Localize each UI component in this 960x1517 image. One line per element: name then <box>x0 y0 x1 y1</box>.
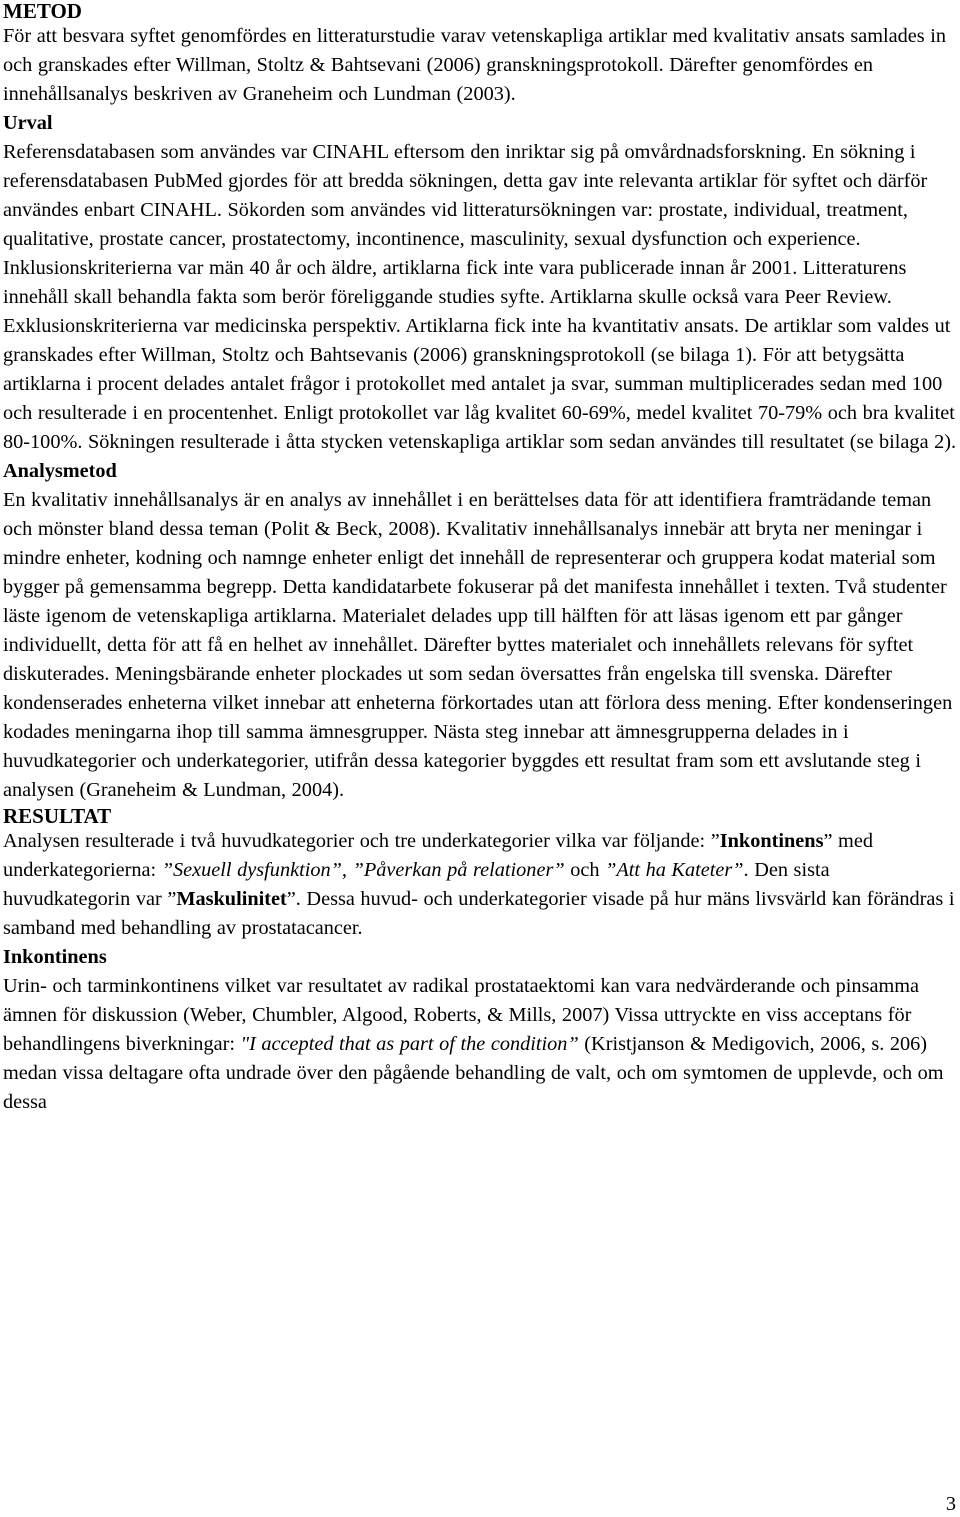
section-heading-resultat: RESULTAT <box>3 804 112 828</box>
section-heading-metod: METOD <box>3 0 82 23</box>
subheading-urval: Urval <box>3 112 53 134</box>
resultat-paragraph <box>3 827 958 943</box>
inkontinens-text-end: (Kristjanson & Medigovich, 2006, s. 206) medan vissa deltagare ofta undrade över den pågående behandling de valt, och om symtomen de upplevde, och om dessa <box>3 1033 944 1113</box>
category-maskulinitet: Maskulinitet <box>176 888 287 910</box>
resultat-och: och <box>564 859 606 881</box>
page-number: 3 <box>945 1493 956 1515</box>
resultat-text-subcategories: ” med underkategorierna: <box>3 830 873 881</box>
subcategory-kateter: ”Att ha Kateter” <box>605 859 744 881</box>
inkontinens-text-start: Urin- och tarminkontinens vilket var resultatet av radikal prostataektomi kan vara nedvärderande och pinsamma ämnen för diskussion (Weber, Chumbler, Algood, Roberts, & Mills, 2007) Vissa uttryckte en viss acceptans för behandlingens biverkningar: <box>3 975 920 1055</box>
category-inkontinens: Inkontinens <box>719 830 824 852</box>
resultat-intro: Analysen resulterade i två huvudkategorier och tre underkategorier vilka var följande: <box>3 830 706 852</box>
subheading-analysmetod: Analysmetod <box>3 460 117 482</box>
subheading-inkontinens: Inkontinens <box>3 946 107 968</box>
urval-paragraph: Referensdatabasen som användes var CINAHL eftersom den inriktar sig på omvårdnadsforskning. En sökning i referensdatabasen PubMed gjordes för att bredda sökningen, detta gav inte relevanta artiklar för syftet och därför användes enbart CINAHL. Sökorden som användes vid litteratursökningen var: prostate, individual, treatment, qualitative, prostate cancer, prostatectomy, incontinence, masculinity, sexual dysfunction och experience. Inklusionskriterierna var män 40 år och äldre, artiklarna fick inte vara publicerade innan år 2001. Litteraturens innehåll skall behandla fakta som berör föreliggande studies syfte. Artiklarna skulle också vara Peer Review. Exklusionskriterierna var medicinska perspektiv. Artiklarna fick inte ha kvantitativ ansats. De artiklar som valdes ut granskades efter Willman, Stoltz och Bahtsevanis (2006) granskningsprotokoll (se bilaga 1). För att betygsätta artiklarna i procent delades antalet frågor i protokollet med antalet ja svar, summan multiplicerades sedan med 100 och resulterade i en procentenhet. Enligt protokollet var låg kvalitet 60-69%, medel kvalitet 70-79% och bra kvalitet 80-100%. Sökningen resulterade i åtta stycken vetenskapliga artiklar som sedan användes till resultatet (se bilaga 2). <box>3 141 957 453</box>
subcategories-sexuell-paverkan: ”Sexuell dysfunktion”, ”Påverkan på relationer” <box>161 859 565 881</box>
metod-paragraph: För att besvara syftet genomfördes en litteraturstudie varav vetenskapliga artiklar med kvalitativ ansats samlades in och granskades efter Willman, Stoltz & Bahtsevani (2006) granskningsprotokoll. Därefter genomfördes en innehållsanalys beskriven av Graneheim och Lundman (2003). <box>3 25 947 105</box>
inkontinens-paragraph <box>3 972 958 1117</box>
analysmetod-paragraph: En kvalitativ innehållsanalys är en analys av innehållet i en berättelses data för att identifiera framträdande teman och mönster bland dessa teman (Polit & Beck, 2008). Kvalitativ innehållsanalys innebär att bryta ner meningar i mindre enheter, kodning och namnge enheter enligt det innehåll de representerar och gruppera kodat material som bygger på gemensamma begrepp. Detta kandidatarbete fokuserar på det manifesta innehållet i texten. Två studenter läste igenom de vetenskapliga artiklarna. Materialet delades upp till hälften för att läsas igenom ett par gånger individuellt, detta för att få en helhet av innehållet. Därefter byttes materialet och innehållets relevans för syftet diskuterades. Meningsbärande enheter plockades ut som sedan översattes från engelska till svenska. Därefter kondenserades enheterna vilket innebar att enheterna förkortades utan att förlora dess mening. Efter kondenseringen kodades meningarna ihop till samma ämnesgrupper. Nästa steg innebar att ämnesgrupperna delades in i huvudkategorier och underkategorier, utifrån dessa kategorier byggdes ett resultat fram som ett avslutande steg i analysen (Graneheim & Lundman, 2004). <box>3 489 953 801</box>
resultat-quote-open: ” <box>705 830 720 852</box>
inkontinens-quote: "I accepted that as part of the condition” <box>240 1033 579 1055</box>
resultat-text-end: ”. Dessa huvud- och underkategorier visade på hur mäns livsvärld kan förändras i samband med behandling av prostatacancer. <box>3 888 955 939</box>
document-page <box>3 0 958 1117</box>
resultat-text-mid: . Den sista huvudkategorin var ” <box>3 859 830 910</box>
